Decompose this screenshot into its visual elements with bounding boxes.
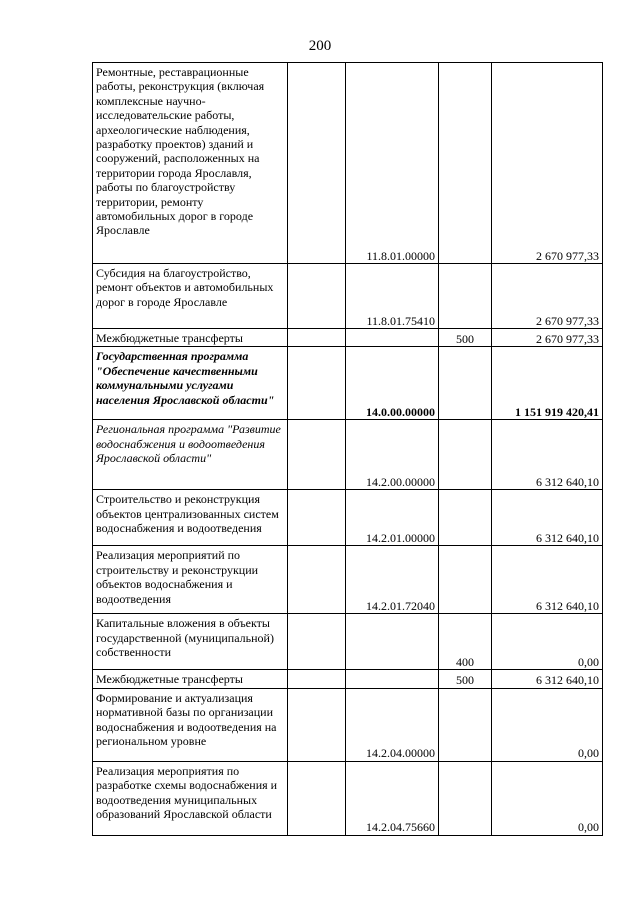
empty-cell	[288, 490, 346, 546]
table-row	[93, 688, 603, 761]
empty-cell	[288, 63, 346, 264]
amount-cell: 2 670 977,33	[492, 329, 603, 347]
target-code-cell	[346, 670, 439, 688]
expense-type-cell	[439, 63, 492, 264]
expense-type-cell: 500	[439, 329, 492, 347]
table-row	[93, 670, 603, 688]
expense-type-cell	[439, 761, 492, 835]
expense-type-cell	[439, 688, 492, 761]
empty-cell	[288, 614, 346, 670]
expense-type-cell	[439, 420, 492, 490]
amount-cell: 2 670 977,33	[492, 264, 603, 329]
expense-type-cell: 500	[439, 670, 492, 688]
table-row	[93, 546, 603, 614]
target-code-cell: 11.8.01.00000	[346, 63, 439, 264]
target-code-cell: 14.2.01.00000	[346, 490, 439, 546]
item-name-cell: Реализация мероприятия по разработке схемы водоснабжения и водоотведения муниципальных образований Ярославской области	[93, 761, 288, 835]
table-row	[93, 347, 603, 420]
budget-table-body	[93, 63, 603, 836]
expense-type-cell	[439, 546, 492, 614]
target-code-cell: 14.2.01.72040	[346, 546, 439, 614]
table-row	[93, 329, 603, 347]
empty-cell	[288, 546, 346, 614]
table-row	[93, 420, 603, 490]
table-row	[93, 63, 603, 264]
item-name-cell: Ремонтные, реставрационные работы, реконструкция (включая комплексные научно-исследовательские работы, археологические наблюдения, разработку проектов) зданий и сооружений, расположенных на территории города Ярославля, работы по благоустройству территории, ремонту автомобильных дорог в городе Ярославле	[93, 63, 288, 264]
empty-cell	[288, 670, 346, 688]
empty-cell	[288, 688, 346, 761]
empty-cell	[288, 264, 346, 329]
target-code-cell	[346, 329, 439, 347]
item-name-cell: Формирование и актуализация нормативной базы по организации водоснабжения и водоотведения на региональном уровне	[93, 688, 288, 761]
target-code-cell: 14.2.04.00000	[346, 688, 439, 761]
expense-type-cell	[439, 347, 492, 420]
amount-cell: 1 151 919 420,41	[492, 347, 603, 420]
amount-cell: 2 670 977,33	[492, 63, 603, 264]
item-name-cell: Государственная программа "Обеспечение качественными коммунальными услугами населения Ярославской области"	[93, 347, 288, 420]
item-name-cell: Межбюджетные трансферты	[93, 329, 288, 347]
item-name-cell: Субсидия на благоустройство, ремонт объектов и автомобильных дорог в городе Ярославле	[93, 264, 288, 329]
target-code-cell: 14.2.04.75660	[346, 761, 439, 835]
empty-cell	[288, 420, 346, 490]
empty-cell	[288, 347, 346, 420]
amount-cell: 0,00	[492, 688, 603, 761]
target-code-cell: 14.2.00.00000	[346, 420, 439, 490]
amount-cell: 6 312 640,10	[492, 670, 603, 688]
item-name-cell: Межбюджетные трансферты	[93, 670, 288, 688]
table-row	[93, 761, 603, 835]
item-name-cell: Реализация мероприятий по строительству и реконструкции объектов водоснабжения и водоотведения	[93, 546, 288, 614]
empty-cell	[288, 329, 346, 347]
expense-type-cell	[439, 490, 492, 546]
table-row	[93, 490, 603, 546]
empty-cell	[288, 761, 346, 835]
amount-cell: 6 312 640,10	[492, 420, 603, 490]
budget-table	[92, 62, 603, 836]
table-row	[93, 264, 603, 329]
page-number: 200	[308, 38, 332, 54]
expense-type-cell: 400	[439, 614, 492, 670]
target-code-cell: 14.0.00.00000	[346, 347, 439, 420]
amount-cell: 0,00	[492, 761, 603, 835]
target-code-cell	[346, 614, 439, 670]
amount-cell: 6 312 640,10	[492, 546, 603, 614]
target-code-cell: 11.8.01.75410	[346, 264, 439, 329]
amount-cell: 6 312 640,10	[492, 490, 603, 546]
table-row	[93, 614, 603, 670]
item-name-cell: Региональная программа "Развитие водоснабжения и водоотведения Ярославской области"	[93, 420, 288, 490]
amount-cell: 0,00	[492, 614, 603, 670]
expense-type-cell	[439, 264, 492, 329]
item-name-cell: Строительство и реконструкция объектов централизованных систем водоснабжения и водоотведения	[93, 490, 288, 546]
item-name-cell: Капитальные вложения в объекты государственной (муниципальной) собственности	[93, 614, 288, 670]
